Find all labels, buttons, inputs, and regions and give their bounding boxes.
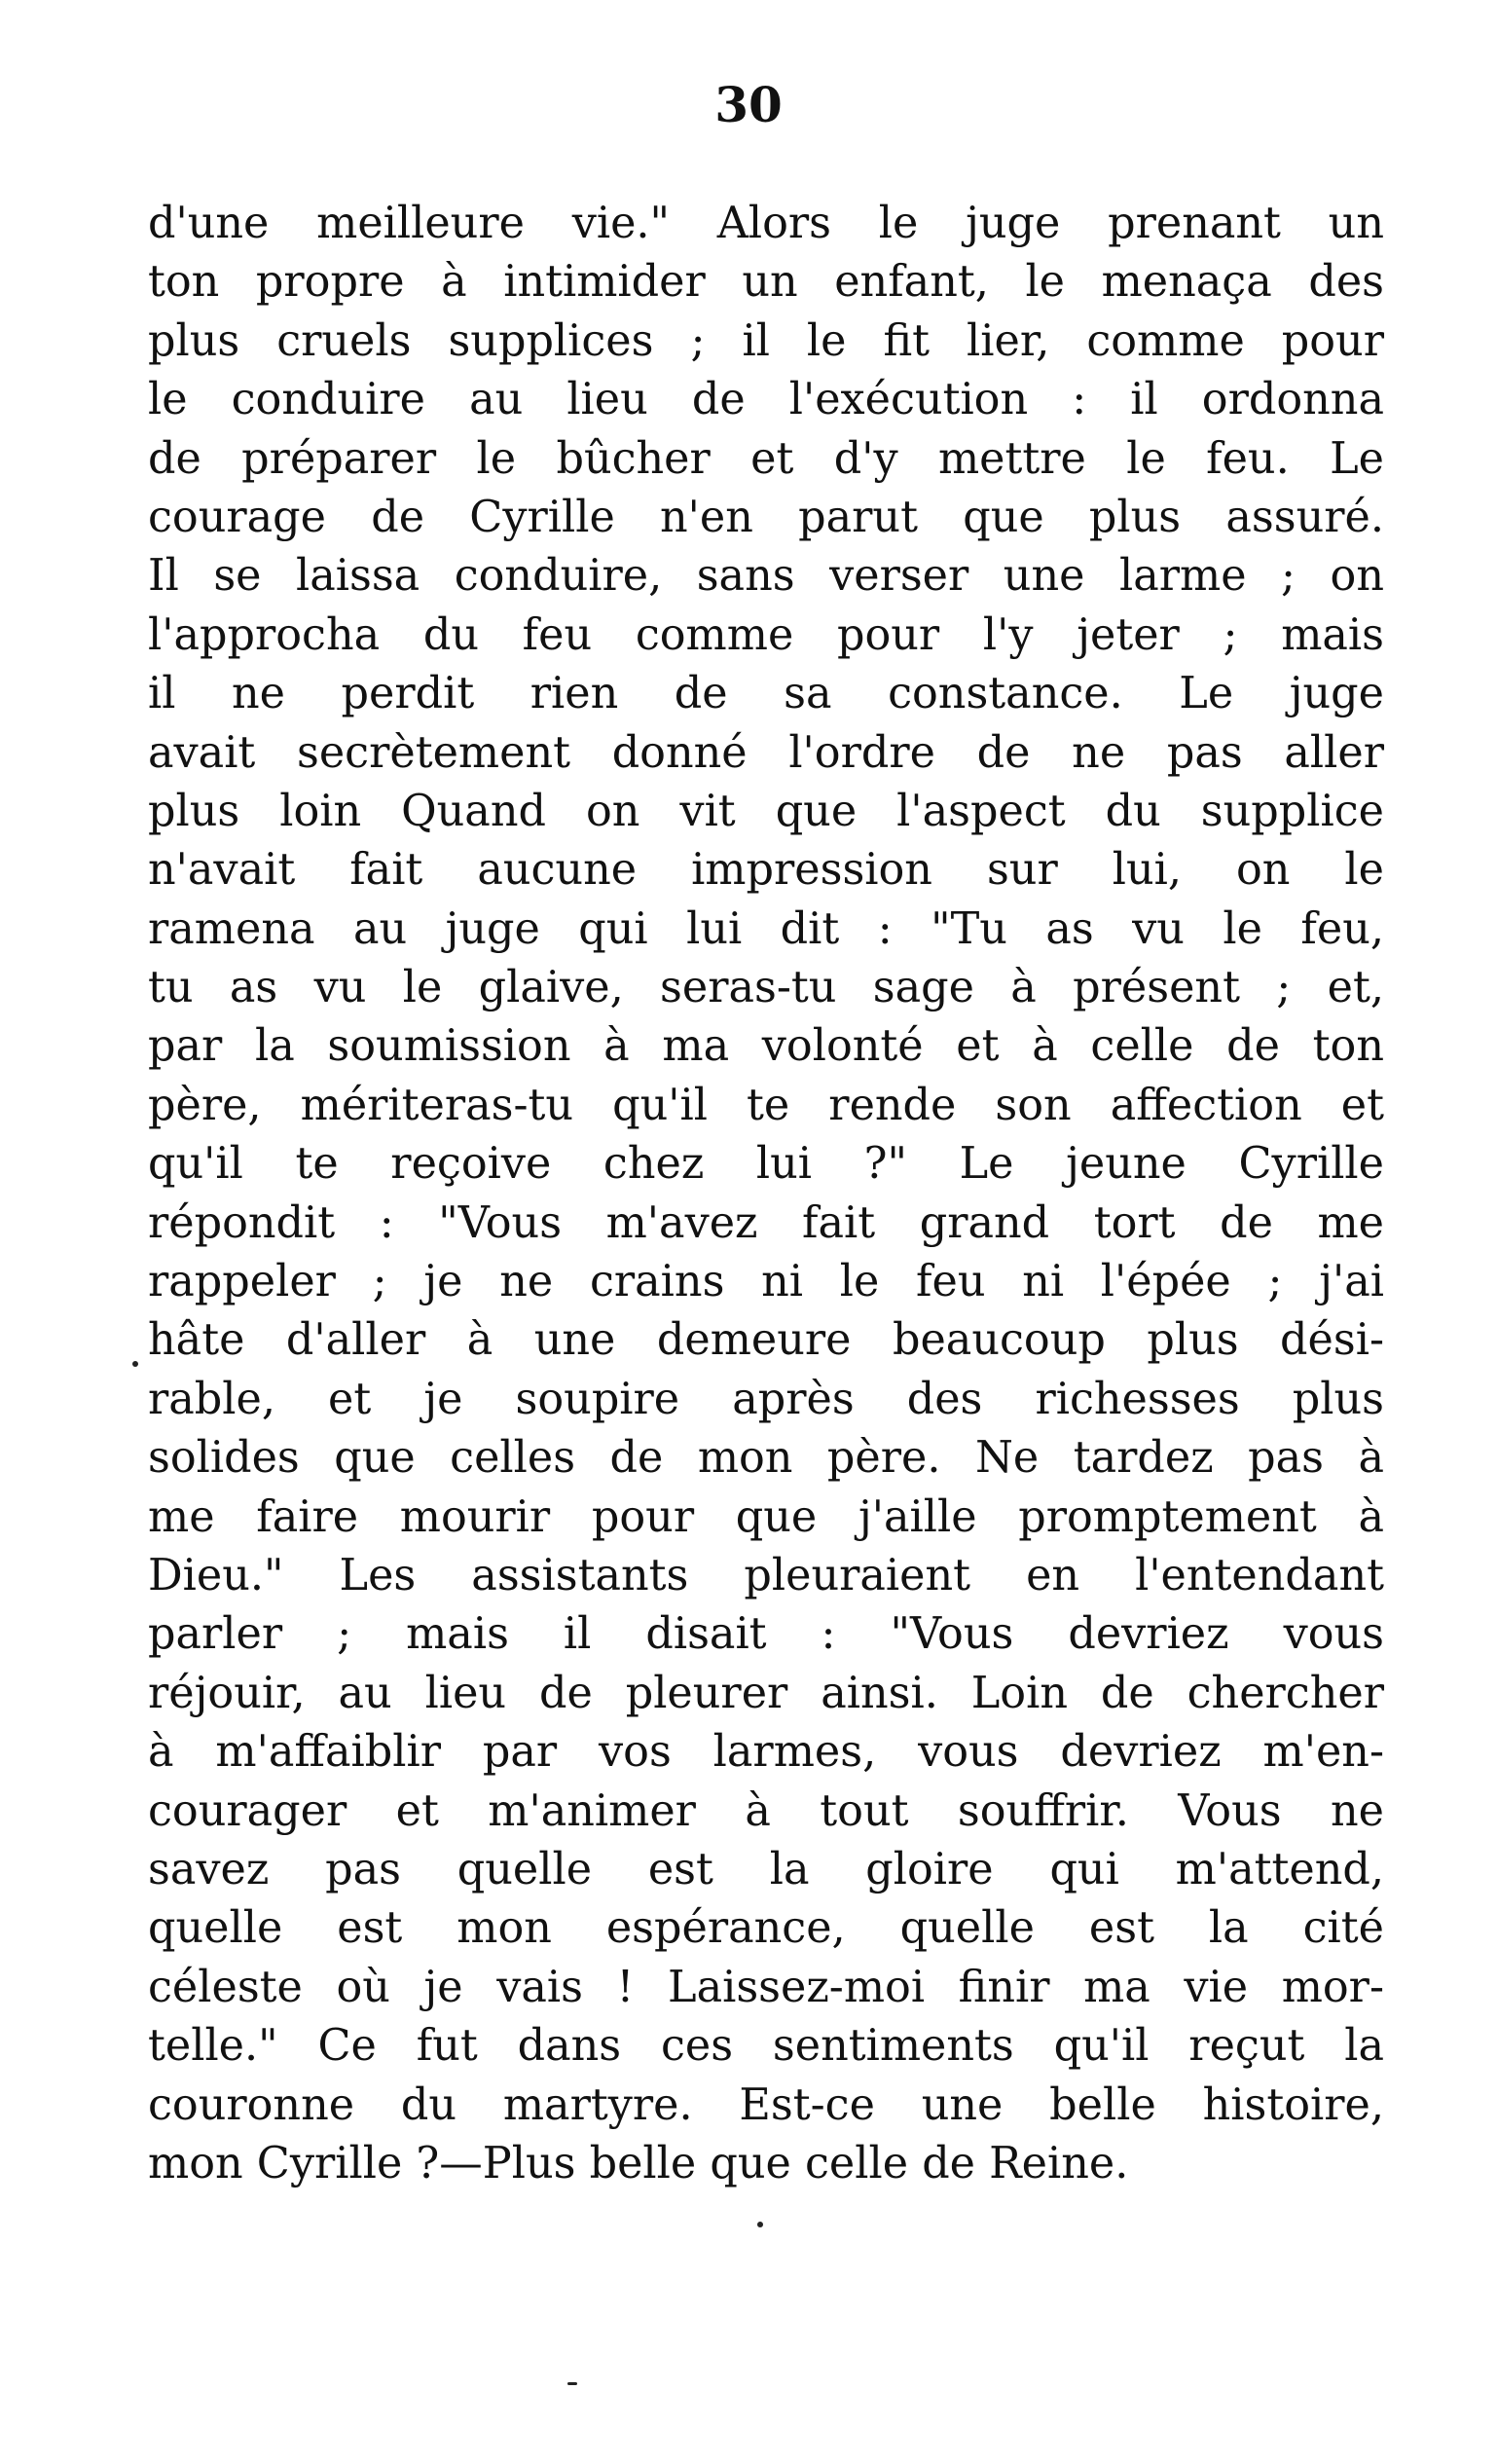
ink-speck (567, 2382, 577, 2385)
ink-speck (757, 2222, 763, 2227)
ink-speck (132, 1361, 138, 1367)
text-line: à m'affaiblir par vos larmes, vous devriez m'en- (148, 1727, 1384, 1778)
text-line: réjouir, au lieu de pleurer ainsi. Loin de chercher (148, 1668, 1384, 1718)
text-line: savez pas quelle est la gloire qui m'attend, (148, 1844, 1384, 1894)
text-line: quelle est mon espérance, quelle est la cité (148, 1903, 1384, 1954)
text-line: qu'il te reçoive chez lui ?" Le jeune Cyrille (148, 1139, 1384, 1190)
text-line: n'avait fait aucune impression sur lui, on le (148, 845, 1384, 896)
text-line: plus loin Quand on vit que l'aspect du supplice (148, 786, 1384, 836)
text-line: courager et m'animer à tout souffrir. Vous ne (148, 1785, 1384, 1836)
page-number: 30 (714, 76, 783, 133)
text-line: courage de Cyrille n'en parut que plus assuré. (148, 492, 1384, 542)
text-line: rable, et je soupire après des richesses plus (148, 1374, 1384, 1424)
text-line: d'une meilleure vie." Alors le juge prenant un (148, 199, 1384, 248)
text-line: Il se laissa conduire, sans verser une larme ; on (148, 551, 1384, 602)
text-line: hâte d'aller à une demeure beaucoup plus dési- (148, 1315, 1384, 1366)
text-line: rappeler ; je ne crains ni le feu ni l'épée ; j'ai (148, 1257, 1384, 1307)
body-text (148, 195, 1384, 2193)
text-line: le conduire au lieu de l'exécution : il ordonna (148, 375, 1384, 425)
text-line: ton propre à intimider un enfant, le menaça des (148, 257, 1384, 308)
text-line: père, mériteras-tu qu'il te rende son affection et (148, 1080, 1384, 1130)
text-line: couronne du martyre. Est-ce une belle histoire, (148, 2079, 1384, 2130)
text-line: parler ; mais il disait : "Vous devriez vous (148, 1609, 1384, 1660)
text-line: céleste où je vais ! Laissez-moi finir ma vie mor- (148, 1962, 1384, 2012)
text-line: Dieu." Les assistants pleuraient en l'entendant (148, 1550, 1384, 1600)
text-line: répondit : "Vous m'avez fait grand tort de me (148, 1197, 1384, 1248)
text-line: de préparer le bûcher et d'y mettre le feu. Le (148, 433, 1384, 484)
text-line: mon Cyrille ?—Plus belle que celle de Reine. (148, 2138, 1129, 2188)
text-line: solides que celles de mon père. Ne tardez pas à (148, 1433, 1384, 1484)
text-line: telle." Ce fut dans ces sentiments qu'il reçut la (148, 2021, 1384, 2072)
text-line: ramena au juge qui lui dit : "Tu as vu le feu, (148, 903, 1384, 954)
text-line: il ne perdit rien de sa constance. Le juge (148, 669, 1384, 719)
text-line: me faire mourir pour que j'aille promptement à (148, 1491, 1384, 1542)
text-line: l'approcha du feu comme pour l'y jeter ; mais (148, 609, 1384, 660)
text-line: avait secrètement donné l'ordre de ne pas aller (148, 727, 1384, 778)
text-line: par la soumission à ma volonté et à celle de ton (148, 1021, 1384, 1072)
text-line: plus cruels supplices ; il le fit lier, comme pour (148, 315, 1384, 366)
text-line: tu as vu le glaive, seras-tu sage à présent ; et, (148, 963, 1384, 1013)
